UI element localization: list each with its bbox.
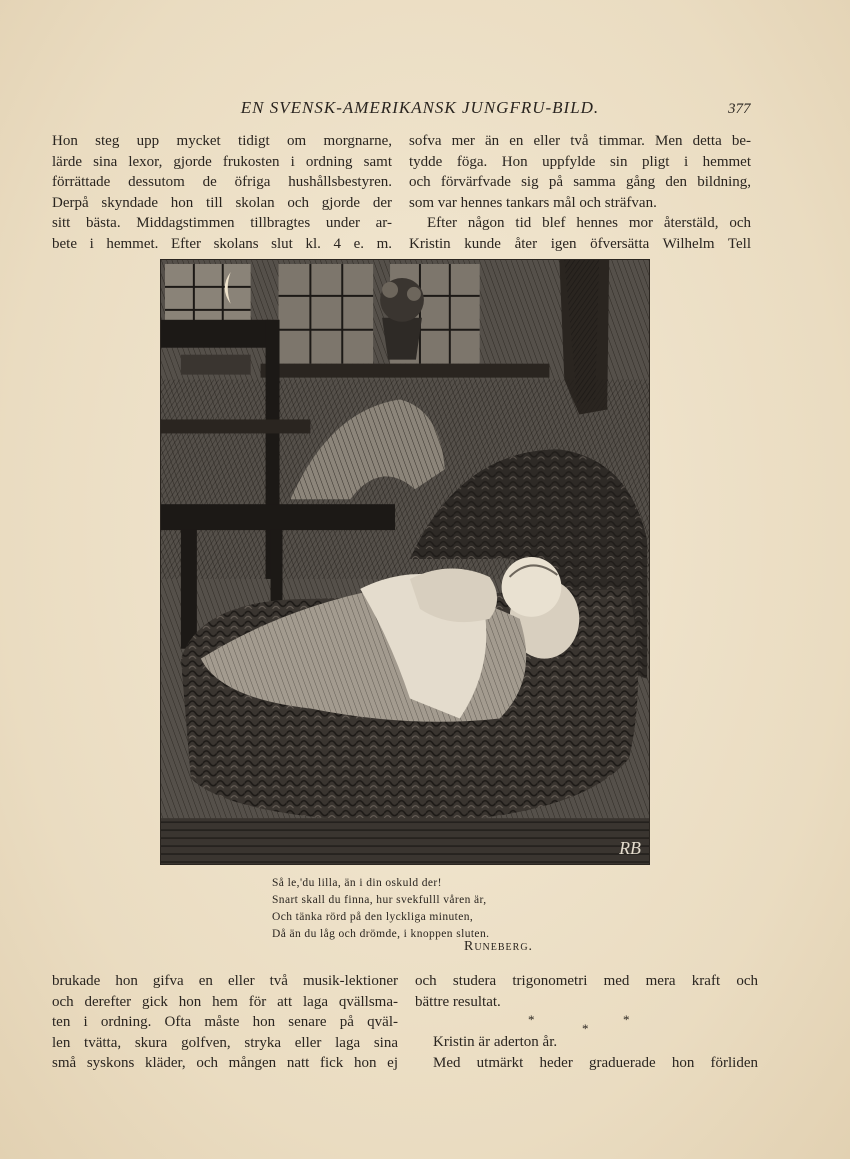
cradle-engraving (160, 259, 650, 865)
engraving-image (161, 260, 649, 864)
text-line: och derefter gick hon hem för att laga qvällsma- (52, 993, 398, 1010)
text-line: som var hennes tankars mål och sträfvan. (409, 194, 657, 211)
bottom-left-column (52, 971, 398, 1074)
section-star: * (528, 1012, 535, 1028)
text-line: bättre resultat. (415, 993, 501, 1010)
artist-monogram: RB (619, 838, 642, 859)
poem-line: Snart skall du finna, hur svekfulll våren är, (272, 894, 487, 906)
running-title: EN SVENSK-AMERIKANSK JUNGFRU-BILD. (240, 98, 600, 117)
bottom-right-column (415, 971, 758, 1073)
text-line: och studera trigonometri med mera kraft och (415, 973, 758, 989)
text-line: ten i ordning. Ofta måste hon senare på qväl- (52, 1014, 398, 1031)
section-star: * (623, 1012, 630, 1028)
text-line: Hon steg upp mycket tidigt om morgnarne, (52, 133, 392, 149)
poem-line: Och tänka rörd på den lyckliga minuten, (272, 911, 474, 923)
section-break (415, 1012, 758, 1037)
text-line: brukade hon gifva en eller två musik-lektioner (52, 973, 398, 989)
text-line: Med utmärkt heder graduerade hon förliden (433, 1054, 758, 1071)
page-number: 377 (728, 101, 751, 117)
poem-line: Så le,'du lilla, än i din oskuld der! (272, 877, 442, 889)
text-line: och förvärfvade sig på samma gång den bildning, (409, 174, 751, 191)
text-line: små syskons kläder, och mången natt fick hon ej (52, 1055, 398, 1072)
text-line: tydde föga. Hon uppfylde sin pligt i hemmet (409, 153, 751, 170)
text-line: förrättade dessutom de öfriga hushållsbestyren. (52, 174, 392, 191)
top-right-column (409, 131, 751, 255)
text-line: Efter någon tid blef hennes mor återstäld, och (427, 215, 751, 232)
text-line: sofva mer än en eller två timmar. Men detta be- (409, 133, 751, 149)
text-line: sitt bästa. Middagstimmen tillbragtes under ar- (52, 215, 392, 232)
caption-poem (272, 875, 562, 943)
text-line: Kristin är aderton år. (433, 1034, 558, 1051)
text-line: Derpå skyndade hon till skolan och gjorde der (52, 194, 392, 211)
top-left-column (52, 131, 392, 255)
poem-line: Då än du låg och drömde, i knoppen sluten. (272, 928, 490, 940)
text-line: bete i hemmet. Efter skolans slut kl. 4 e. m. (52, 235, 392, 252)
poem-attribution: Runeberg. (464, 939, 534, 954)
text-line: lärde sina lexor, gjorde frukosten i ordning samt (52, 153, 392, 170)
text-line: Kristin kunde åter igen öfversätta Wilhelm Tell (409, 235, 751, 252)
text-line: len tvätta, skura golfven, stryka eller laga sina (52, 1034, 398, 1051)
section-star: * (582, 1021, 589, 1037)
